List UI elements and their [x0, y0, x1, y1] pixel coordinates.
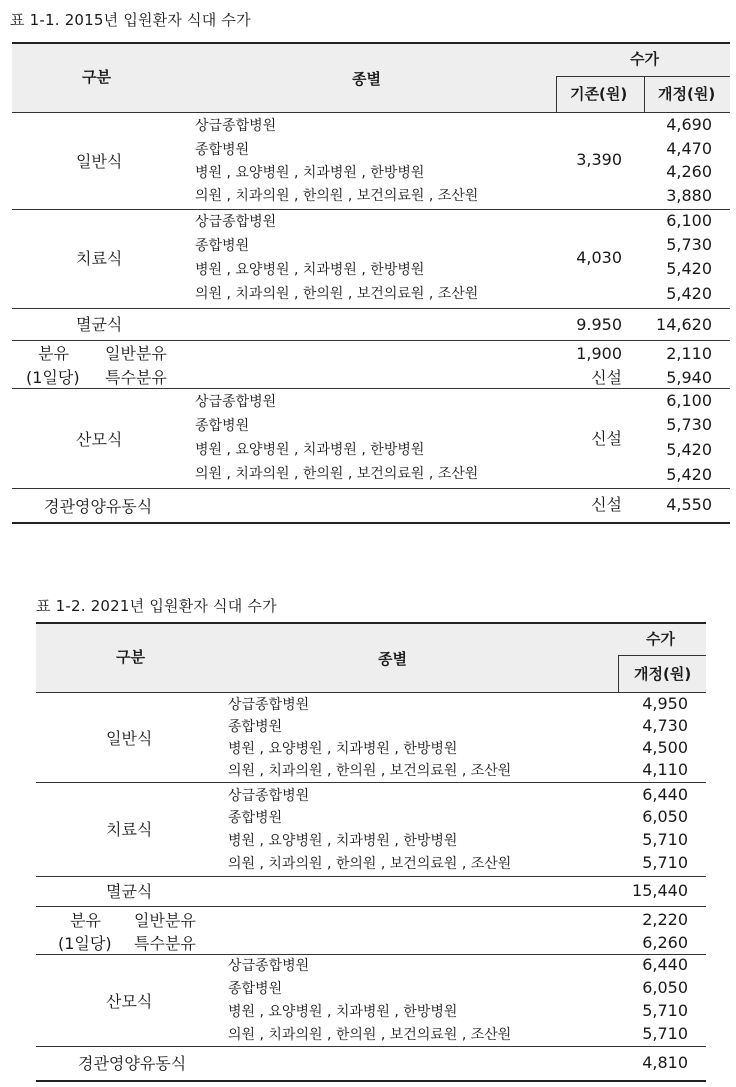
table2-bottom-rule — [36, 1080, 706, 1082]
table2-group-label: 산모식 — [106, 992, 153, 1011]
table1-base-cell: 신설 — [591, 495, 622, 514]
table2-revised-cell: 4,110 — [642, 760, 688, 779]
table2-type-cell: 상급종합병원 — [228, 788, 310, 804]
table2 — [36, 622, 706, 1084]
table2-header-type: 종별 — [378, 650, 407, 668]
table1-revised-cell: 4,690 — [666, 115, 712, 134]
table2-revised-cell: 4,730 — [642, 716, 688, 735]
table2-type-cell: 의원 , 치과의원 , 한의원 , 보건의료원 , 조산원 — [228, 1027, 512, 1043]
table2-revised-cell: 5,710 — [642, 1001, 688, 1020]
table2-revised-cell: 4,950 — [642, 694, 688, 713]
table1-revised-cell: 2,110 — [666, 344, 712, 363]
table2-revised-cell: 5,710 — [642, 1024, 688, 1043]
table1-section-rule — [12, 209, 730, 210]
table2-fee-rule — [618, 655, 706, 656]
table2-header-rule — [36, 692, 706, 693]
table1-base-cell: 신설 — [591, 429, 622, 448]
table2-type-cell: 상급종합병원 — [228, 697, 310, 713]
table1-type-cell: 종합병원 — [195, 418, 250, 434]
table2-section-rule — [36, 906, 706, 907]
table1-section-rule — [12, 388, 730, 389]
table2-type-cell: 의원 , 치과의원 , 한의원 , 보건의료원 , 조산원 — [228, 763, 512, 779]
table1-group-label: 멸균식 — [76, 315, 123, 334]
table2-caption: 표 1-2. 2021년 입원환자 식대 수가 — [36, 597, 277, 615]
table1-type-cell: 병원 , 요양병원 , 치과병원 , 한방병원 — [195, 165, 425, 181]
table2-revised-cell: 6,440 — [642, 955, 688, 974]
table2-group-label: 분유 — [70, 911, 101, 930]
table1-revised-cell: 5,420 — [666, 259, 712, 278]
table2-fee-divider — [618, 655, 619, 692]
table1-group-label: 경관영양유동식 — [44, 497, 153, 516]
table1-header-type: 종별 — [352, 70, 381, 88]
table1-revised-cell: 14,620 — [656, 315, 712, 334]
table1-revised-cell: 5,420 — [666, 440, 712, 459]
table1-group-label: 치료식 — [76, 249, 123, 268]
table1-type-cell: 의원 , 치과의원 , 한의원 , 보건의료원 , 조산원 — [195, 188, 479, 204]
table1-fee-rule — [556, 76, 730, 77]
table1-revised-cell: 4,260 — [666, 162, 712, 181]
table1-revised-cell: 4,470 — [666, 139, 712, 158]
table2-section-rule — [36, 954, 706, 955]
table2-type-cell: 병원 , 요양병원 , 치과병원 , 한방병원 — [228, 741, 458, 757]
table2-header-fee: 수가 — [646, 630, 675, 648]
table1-top-rule — [12, 42, 730, 44]
table2-revised-cell: 6,050 — [642, 807, 688, 826]
table2-type-cell: 의원 , 치과의원 , 한의원 , 보건의료원 , 조산원 — [228, 856, 512, 872]
table2-group-label: 일반식 — [106, 729, 153, 748]
table1-type-cell: 특수분유 — [105, 368, 167, 387]
table1-type-cell: 상급종합병원 — [195, 118, 277, 134]
table2-type-cell: 일반분유 — [134, 911, 196, 930]
table1-revised-cell: 5,420 — [666, 465, 712, 484]
table1-group-label: 일반식 — [76, 152, 123, 171]
table1-section-rule — [12, 340, 730, 341]
table2-revised-cell: 5,710 — [642, 853, 688, 872]
table1-revised-cell: 5,730 — [666, 235, 712, 254]
table1-base-cell: 9.950 — [576, 315, 622, 334]
table1-header-base: 기존(원) — [570, 85, 628, 103]
table1-base-cell: 1,900 — [576, 344, 622, 363]
table1-bottom-rule — [12, 522, 730, 524]
table1-base-cell: 4,030 — [576, 248, 622, 267]
table1-section-rule — [12, 308, 730, 309]
table1-revised-cell: 6,100 — [666, 211, 712, 230]
table1 — [12, 42, 730, 524]
table2-group-label: 멸균식 — [106, 882, 153, 901]
table2-section-rule — [36, 876, 706, 877]
table2-type-cell: 종합병원 — [228, 719, 283, 735]
table1-type-cell: 일반분유 — [105, 344, 167, 363]
table2-group-label: 경관영양유동식 — [78, 1054, 187, 1073]
table2-revised-cell: 15,440 — [632, 881, 688, 900]
table2-type-cell: 종합병원 — [228, 810, 283, 826]
table1-revised-cell: 4,550 — [666, 495, 712, 514]
table2-revised-cell: 6,260 — [642, 933, 688, 952]
table1-type-cell: 병원 , 요양병원 , 치과병원 , 한방병원 — [195, 262, 425, 278]
table1-revised-cell: 3,880 — [666, 186, 712, 205]
table1-base-revised-divider — [644, 76, 645, 112]
table1-header-rule — [12, 112, 730, 113]
table1-group-sublabel: (1일당) — [26, 368, 80, 387]
table2-section-rule — [36, 1046, 706, 1047]
table1-type-cell: 종합병원 — [195, 142, 250, 158]
table1-section-rule — [12, 488, 730, 489]
table2-top-rule — [36, 622, 706, 624]
table1-group-label: 산모식 — [76, 430, 123, 449]
table2-header-group: 구분 — [116, 648, 145, 666]
table2-group-sublabel: (1일당) — [58, 934, 112, 953]
table2-type-cell: 상급종합병원 — [228, 958, 310, 974]
table1-type-cell: 의원 , 치과의원 , 한의원 , 보건의료원 , 조산원 — [195, 286, 479, 302]
table2-revised-cell: 2,220 — [642, 910, 688, 929]
table1-type-cell: 의원 , 치과의원 , 한의원 , 보건의료원 , 조산원 — [195, 466, 479, 482]
table2-revised-cell: 5,710 — [642, 830, 688, 849]
table1-caption: 표 1-1. 2015년 입원환자 식대 수가 — [10, 11, 251, 29]
table2-section-rule — [36, 782, 706, 783]
table2-group-label: 치료식 — [106, 820, 153, 839]
table2-type-cell: 종합병원 — [228, 981, 283, 997]
table2-revised-cell: 4,500 — [642, 738, 688, 757]
table2-type-cell: 병원 , 요양병원 , 치과병원 , 한방병원 — [228, 833, 458, 849]
table1-type-cell: 병원 , 요양병원 , 치과병원 , 한방병원 — [195, 442, 425, 458]
table1-fee-divider — [556, 76, 557, 112]
table2-header-revised: 개정(원) — [634, 665, 692, 683]
table1-type-cell: 상급종합병원 — [195, 394, 277, 410]
table1-type-cell: 종합병원 — [195, 238, 250, 254]
table1-header-fee: 수가 — [630, 50, 659, 68]
table1-type-cell: 상급종합병원 — [195, 214, 277, 230]
table1-revised-cell: 5,420 — [666, 284, 712, 303]
table1-group-label: 분유 — [38, 344, 69, 363]
table1-base-cell: 3,390 — [576, 150, 622, 169]
table2-type-cell: 특수분유 — [134, 934, 196, 953]
table2-revised-cell: 6,050 — [642, 978, 688, 997]
table2-revised-cell: 4,810 — [642, 1053, 688, 1072]
table1-base-cell: 신설 — [591, 368, 622, 387]
table1-revised-cell: 5,940 — [666, 368, 712, 387]
table2-type-cell: 병원 , 요양병원 , 치과병원 , 한방병원 — [228, 1004, 458, 1020]
table1-revised-cell: 6,100 — [666, 391, 712, 410]
table2-revised-cell: 6,440 — [642, 785, 688, 804]
table1-header-revised: 개정(원) — [658, 85, 716, 103]
table1-revised-cell: 5,730 — [666, 415, 712, 434]
table1-header-group: 구분 — [82, 68, 111, 86]
